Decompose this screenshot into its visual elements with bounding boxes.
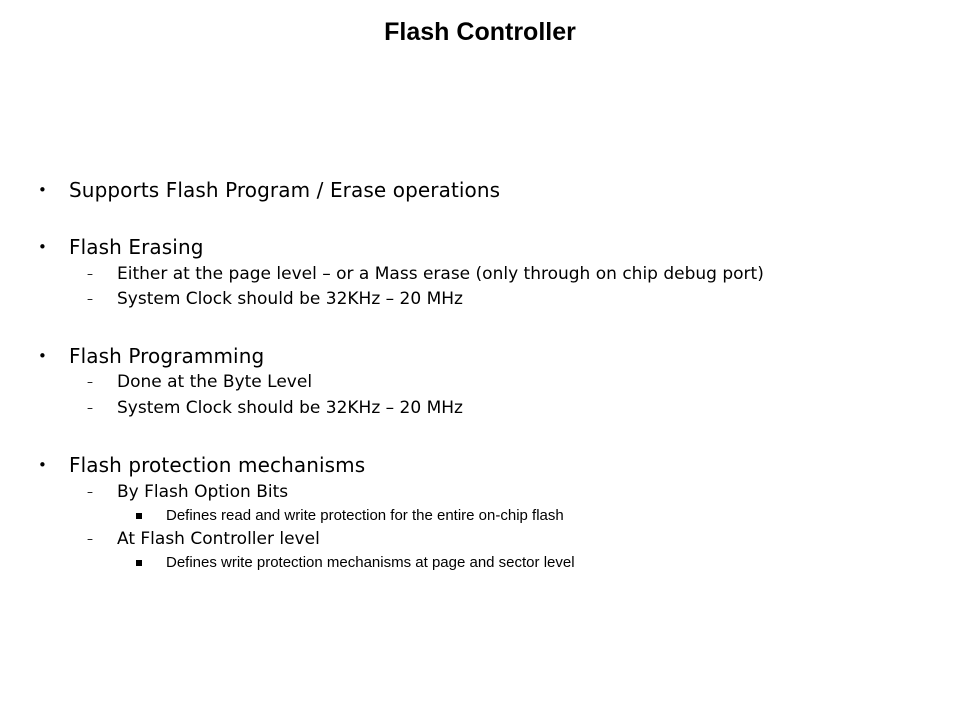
dash-icon: –: [87, 375, 93, 389]
dash-icon: –: [87, 532, 93, 546]
square-bullet-icon: [136, 552, 142, 574]
square-bullet-icon: [136, 505, 142, 527]
sub-sub-bullet-text: Defines write protection mechanisms at page and sector level: [166, 554, 575, 571]
sub-bullet-text: System Clock should be 32KHz – 20 MHz: [117, 289, 463, 309]
bullet-dot-icon: •: [38, 456, 47, 474]
sub-bullet-text: At Flash Controller level: [117, 529, 320, 549]
bullet-dot-icon: •: [38, 238, 47, 256]
dash-icon: –: [87, 485, 93, 499]
sub-bullet-text: Either at the page level – or a Mass erase (only through on chip debug port): [117, 264, 764, 284]
slide-title: Flash Controller: [384, 18, 576, 46]
bullet-dot-icon: •: [38, 181, 47, 199]
bullet-text: Supports Flash Program / Erase operations: [69, 178, 501, 202]
dash-icon: –: [87, 267, 93, 281]
sub-bullet-text: By Flash Option Bits: [117, 482, 289, 502]
sub-bullet-text: Done at the Byte Level: [117, 372, 313, 392]
bullet-text: Flash Programming: [69, 344, 265, 368]
bullet-dot-icon: •: [38, 347, 47, 365]
dash-icon: –: [87, 401, 93, 415]
bullet-text: Flash protection mechanisms: [69, 453, 366, 477]
sub-sub-bullet-text: Defines read and write protection for the entire on-chip flash: [166, 507, 564, 524]
bullet-text: Flash Erasing: [69, 235, 204, 259]
dash-icon: –: [87, 292, 93, 306]
sub-bullet-text: System Clock should be 32KHz – 20 MHz: [117, 398, 463, 418]
